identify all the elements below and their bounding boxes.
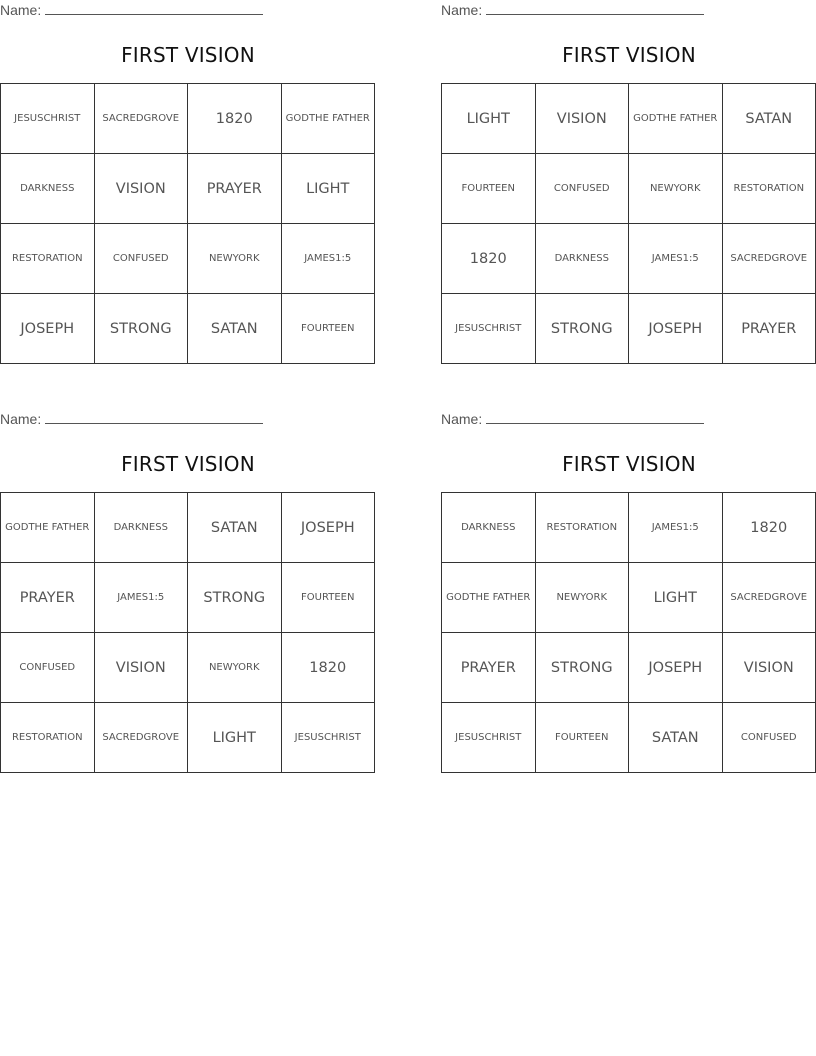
bingo-grid <box>441 83 816 364</box>
bingo-cell: PRAYER <box>723 294 816 364</box>
name-field <box>441 411 704 429</box>
bingo-cell: CONFUSED <box>723 703 816 773</box>
bingo-cell: CONFUSED <box>1 633 95 703</box>
bingo-cell: SATAN <box>629 703 723 773</box>
bingo-cell: PRAYER <box>1 563 95 633</box>
bingo-cell: JAMES1:5 <box>282 224 376 294</box>
name-label: Name: <box>0 2 42 18</box>
card-title: FIRST VISION <box>121 452 255 476</box>
bingo-grid <box>0 83 375 364</box>
bingo-cell: NEWYORK <box>629 154 723 224</box>
name-field <box>441 2 704 20</box>
name-field <box>0 411 263 429</box>
bingo-cell: SATAN <box>723 84 816 154</box>
bingo-cell: STRONG <box>188 563 282 633</box>
bingo-cell: DARKNESS <box>536 224 630 294</box>
bingo-cell: JESUSCHRIST <box>282 703 376 773</box>
bingo-cell: LIGHT <box>282 154 376 224</box>
bingo-cell: JOSEPH <box>282 493 376 563</box>
bingo-cell: PRAYER <box>442 633 536 703</box>
bingo-grid <box>0 492 375 773</box>
card-title: FIRST VISION <box>562 452 696 476</box>
name-blank-line <box>45 2 263 15</box>
name-blank-line <box>486 411 704 424</box>
bingo-cell: JOSEPH <box>629 633 723 703</box>
bingo-cell: GODTHE FATHER <box>282 84 376 154</box>
bingo-cell: DARKNESS <box>442 493 536 563</box>
bingo-cell: NEWYORK <box>188 224 282 294</box>
bingo-cell: LIGHT <box>188 703 282 773</box>
bingo-cell: SATAN <box>188 294 282 364</box>
bingo-cell: JOSEPH <box>1 294 95 364</box>
card-title: FIRST VISION <box>562 43 696 67</box>
bingo-cell: SATAN <box>188 493 282 563</box>
name-label: Name: <box>441 2 483 18</box>
bingo-cell: SACREDGROVE <box>95 703 189 773</box>
bingo-cell: VISION <box>536 84 630 154</box>
bingo-cell: FOURTEEN <box>536 703 630 773</box>
bingo-cell: STRONG <box>95 294 189 364</box>
bingo-cell: NEWYORK <box>188 633 282 703</box>
bingo-cell: DARKNESS <box>95 493 189 563</box>
bingo-cell: SACREDGROVE <box>95 84 189 154</box>
bingo-cell: VISION <box>95 633 189 703</box>
bingo-cell: FOURTEEN <box>442 154 536 224</box>
bingo-cell: CONFUSED <box>536 154 630 224</box>
bingo-cell: JAMES1:5 <box>629 493 723 563</box>
bingo-cell: LIGHT <box>442 84 536 154</box>
bingo-cell: 1820 <box>723 493 816 563</box>
bingo-cell: FOURTEEN <box>282 294 376 364</box>
bingo-cell: 1820 <box>282 633 376 703</box>
bingo-cell: STRONG <box>536 294 630 364</box>
name-label: Name: <box>441 411 483 427</box>
bingo-cell: SACREDGROVE <box>723 224 816 294</box>
bingo-cell: 1820 <box>442 224 536 294</box>
bingo-cell: GODTHE FATHER <box>1 493 95 563</box>
bingo-cell: FOURTEEN <box>282 563 376 633</box>
bingo-cell: DARKNESS <box>1 154 95 224</box>
card-title: FIRST VISION <box>121 43 255 67</box>
bingo-cell: GODTHE FATHER <box>629 84 723 154</box>
bingo-cell: JESUSCHRIST <box>442 703 536 773</box>
bingo-cell: SACREDGROVE <box>723 563 816 633</box>
bingo-cell: RESTORATION <box>536 493 630 563</box>
bingo-cell: PRAYER <box>188 154 282 224</box>
bingo-cell: 1820 <box>188 84 282 154</box>
name-blank-line <box>486 2 704 15</box>
bingo-grid <box>441 492 816 773</box>
bingo-cell: GODTHE FATHER <box>442 563 536 633</box>
bingo-cell: VISION <box>95 154 189 224</box>
bingo-cell: VISION <box>723 633 816 703</box>
name-blank-line <box>45 411 263 424</box>
bingo-cell: STRONG <box>536 633 630 703</box>
name-field <box>0 2 263 20</box>
bingo-cell: LIGHT <box>629 563 723 633</box>
bingo-cell: RESTORATION <box>723 154 816 224</box>
bingo-cell: JAMES1:5 <box>95 563 189 633</box>
bingo-cell: RESTORATION <box>1 224 95 294</box>
bingo-cell: JOSEPH <box>629 294 723 364</box>
bingo-cell: JESUSCHRIST <box>1 84 95 154</box>
bingo-cell: JESUSCHRIST <box>442 294 536 364</box>
bingo-cell: NEWYORK <box>536 563 630 633</box>
name-label: Name: <box>0 411 42 427</box>
bingo-cell: JAMES1:5 <box>629 224 723 294</box>
bingo-cell: RESTORATION <box>1 703 95 773</box>
bingo-cell: CONFUSED <box>95 224 189 294</box>
